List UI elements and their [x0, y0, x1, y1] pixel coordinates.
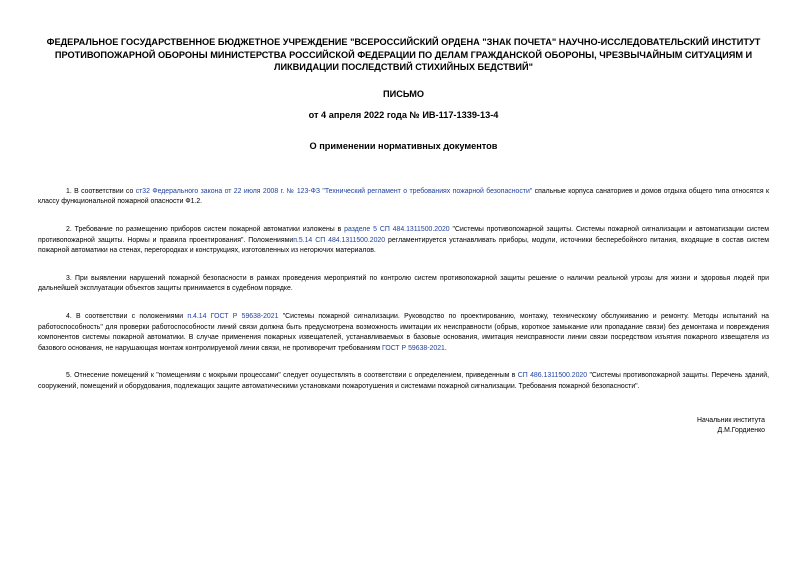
signature-block: [38, 416, 769, 437]
document-subject: О применении нормативных документов: [309, 140, 498, 151]
organization-name: ФЕДЕРАЛЬНОЕ ГОСУДАРСТВЕННОЕ БЮДЖЕТНОЕ УЧРЕЖДЕНИЕ "ВСЕРОССИЙСКИЙ ОРДЕНА "ЗНАК ПОЧЕТА" НАУЧНО-ИССЛЕДОВАТЕЛЬСКИЙ ИНСТИТУТ ПРОТИВОПОЖАРНОЙ ОБОРОНЫ МИНИСТЕРСТВА РОССИЙСКОЙ ФЕДЕРАЦИИ ПО ДЕЛАМ ГРАЖДАНСКОЙ ОБОРОНЫ, ЧРЕЗВЫЧАЙНЫМ СИТУАЦИЯМ И ЛИКВИДАЦИИ ПОСЛЕДСТВИЙ СТИХИЙНЫХ БЕДСТВИЙ": [46, 37, 761, 73]
paragraph-1: [38, 187, 769, 208]
sp484-clause-link[interactable]: п.5.14 СП 484.1311500.2020: [293, 236, 386, 244]
paragraph-text: 1. В соответствии со: [66, 187, 136, 195]
paragraph-text: "Системы противопожарной защиты. Перечень зданий, сооружений, помещений и оборудования, подлежащих защите автоматическими установками пожаротушения и системами пожарной сигнализации. Требования пожарной безопасности".: [38, 372, 770, 390]
gost-standard-link[interactable]: ГОСТ Р 59638-2021: [381, 344, 445, 352]
signatory-position: Начальник института: [697, 416, 765, 424]
law-article-link[interactable]: ст32 Федерального закона от 22 июля 2008 г. № 123-ФЗ "Технический регламент о требованиях пожарной безопасности": [135, 187, 533, 195]
sp486-link[interactable]: СП 486.1311500.2020: [517, 372, 588, 380]
paragraph-text: 3. При выявлении нарушений пожарной безопасности в рамках проведения мероприятий по контролю систем противопожарной защиты решение о наличии реальной угрозы для жизни и здоровья людей при дальнейшей эксплуатации объектов защиты принимается в судебном порядке.: [38, 274, 769, 293]
paragraph-text: спальные корпуса санаториев и домов отдыха общего типа относятся к классу функциональной пожарной опасности Ф1.2.: [38, 187, 769, 206]
document-date-number: от 4 апреля 2022 года № ИВ-117-1339-13-4: [308, 109, 499, 120]
paragraph-text: 2. Требование по размещению приборов систем пожарной автоматики изложены в: [66, 225, 345, 233]
signatory-name: Д.М.Гордиенко: [717, 427, 765, 435]
paragraph-text: "Системы пожарной сигнализации. Руководство по проектированию, монтажу, техническому обслуживанию и ремонту. Методы испытаний на работоспособность" для проверки работоспособности линий связи должна быть предусмотрена возможность имитации их неисправности (обрыв, короткое замыкание или пропадание связи) без демонтажа и повреждения компонентов системы пожарной автоматики. В случае применения пожарных извещателей, устанавливаемых в базовые основания, имитация неисправности линии связи посредством изъятия пожарного извещателя из базового основания, не нарушающая монтаж контролируемой линии связи, не противоречит требованиям: [38, 312, 769, 352]
paragraph-text: регламентируется устанавливать приборы, модули, источники бесперебойного питания, входящие в состав систем пожарной автоматики на стенах, перегородках и конструкциях, изготовленных из негорючих материалов.: [38, 236, 769, 255]
document-type: ПИСЬМО: [382, 88, 425, 99]
paragraph-text: "Системы противопожарной защиты. Системы пожарной сигнализации и автоматизации систем противопожарной защиты. Нормы и правила проектирования". Положениями: [38, 225, 770, 244]
paragraph-3: [38, 274, 769, 295]
document-body: [38, 187, 769, 393]
gost-clause-link[interactable]: п.4.14 ГОСТ Р 59638-2021: [187, 312, 279, 320]
paragraph-2: [38, 225, 769, 257]
paragraph-5: [38, 371, 769, 392]
paragraph-text: 5. Отнесение помещений к "помещениям с мокрыми процессами" следует осуществлять в соответствии с определением, приведенным в: [66, 372, 518, 380]
paragraph-text: 4. В соответствии с положениями: [66, 312, 188, 320]
paragraph-4: [38, 312, 769, 354]
sp484-section-link[interactable]: разделе 5 СП 484.1311500.2020: [344, 225, 450, 233]
paragraph-text: .: [444, 344, 447, 352]
